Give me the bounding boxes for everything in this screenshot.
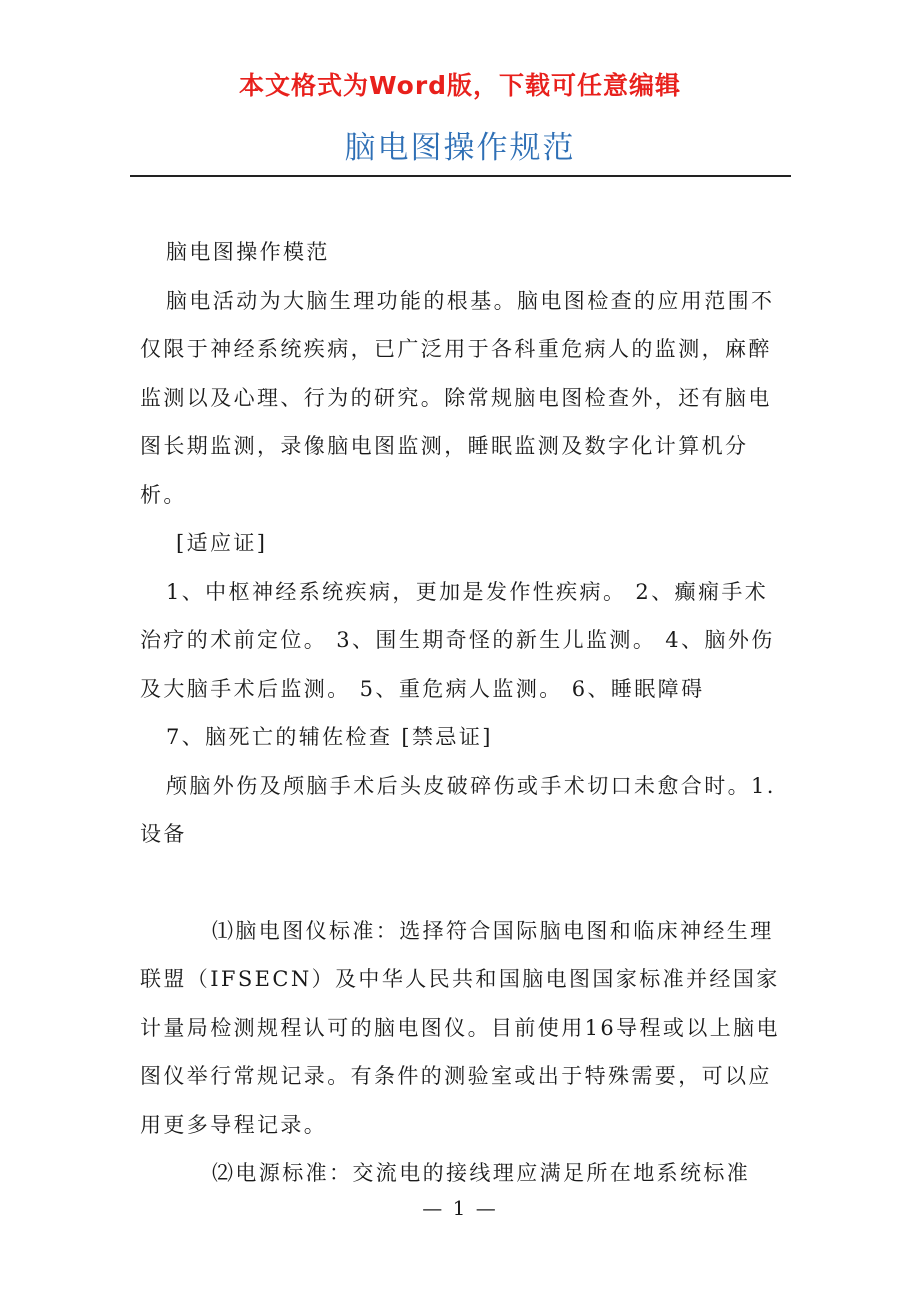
paragraph-heading: 脑电图操作模范 bbox=[166, 240, 330, 264]
document-title: 脑电图操作规范 bbox=[344, 130, 576, 166]
page-number: — 1 — bbox=[422, 1196, 498, 1220]
document-body bbox=[140, 228, 782, 1198]
paragraph-intro: 脑电活动为大脑生理功能的根基。脑电图检查的应用范围不仅限于神经系统疾病，已广泛用于各科重危病人的监测，麻醉监测以及心理、行为的研究。除常规脑电图检查外，还有脑电图长期监测，录像脑电图监测，睡眠监测及数字化计算机分析。 bbox=[140, 288, 775, 507]
paragraph-gap bbox=[140, 859, 782, 907]
paragraph-contraindications: 颅脑外伤及颅脑手术后头皮破碎伤或手术切口未愈合时。1.设备 bbox=[140, 773, 776, 846]
paragraph-eeg-standard: ⑴脑电图仪标准：选择符合国际脑电图和临床神经生理联盟（IFSECN）及中华人民共和国脑电图国家标准并经国家计量局检测规程认可的脑电图仪。目前使用16导程或以上脑电图仪举行常规记录。有条件的测验室或出于特殊需要，可以应用更多导程记录。 bbox=[140, 918, 780, 1137]
paragraph-power-standard: ⑵电源标准：交流电的接线理应满足所在地系统标准 bbox=[212, 1161, 751, 1185]
paragraph-indications-heading: [适应证] bbox=[176, 531, 268, 555]
format-banner: 本文格式为Word版，下载可任意编辑 bbox=[238, 71, 682, 100]
paragraph-indications-list: 1、中枢神经系统疾病，更加是发作性疾病。 2、癫痫手术治疗的术前定位。 3、围生期奇怪的新生儿监测。 4、脑外伤及大脑手术后监测。 5、重危病人监测。 6、睡眠障碍 bbox=[140, 579, 775, 701]
title-divider bbox=[130, 175, 791, 177]
paragraph-contraindications-heading: 7、脑死亡的辅佐检查 [禁忌证] bbox=[166, 725, 493, 749]
